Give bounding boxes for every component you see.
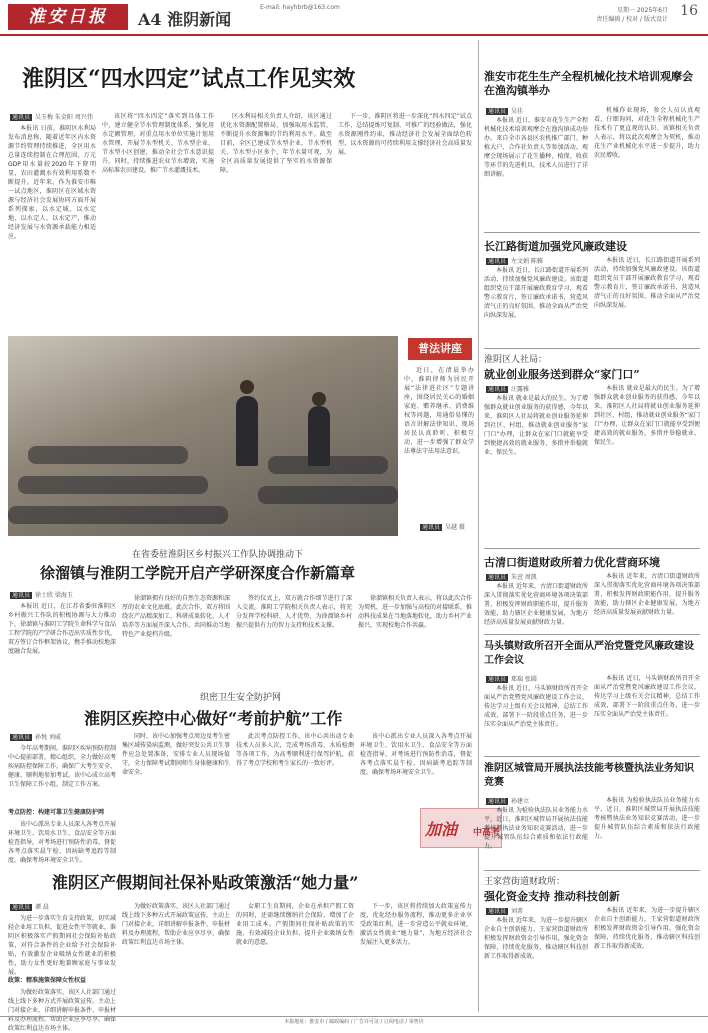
byline-names: 孙悦 刘威 bbox=[35, 734, 61, 741]
disease-text-2: 同时，该中心加强考点周边及考生密集区域传染病监测，做好突发公共卫生事件应急处置准备，安排专业人员现场值守，全力保障考试期间师生身体健康和生命安全。 bbox=[122, 733, 231, 776]
right-story1-col1 bbox=[484, 116, 588, 226]
right-story5-text2: 本报讯 近日，马头镇财政所召开全面从严治党暨党风廉政建设工作会议，传达学习上级有关会议精神，总结工作成效，部署下一阶段重点任务，进一步压实全面从严治党主体责任。 bbox=[594, 675, 700, 718]
bottom-text-4: 下一步，该区将持续加大政策宣传力度，优化经办服务流程，推动更多企业享受政策红利，进一步营造公平就业环境，激活女性就业“她力量”，为地方经济社会发展注入更多活力。 bbox=[360, 903, 472, 946]
mid-text-3: 签约仪式上，双方就合作细节进行了深入交流。淮阴工学院相关负责人表示，将充分发挥学校科研、人才优势，为徐溜镇乡村振兴提供有力的智力支持和技术支撑。 bbox=[236, 595, 352, 629]
right-story1-headline: 淮安市花生生产全程机械化技术培训观摩会在渔沟镇举办 bbox=[484, 70, 693, 97]
byline-tag: 通讯员 bbox=[422, 524, 441, 531]
right-story6-text: 本报讯 为检验执法队员业务能力水平，近日，淮阴区城管局开展执法技能考核暨执法业务知识竞赛活动，进一步提升城管队伍综合素质和依法行政能力。 bbox=[484, 807, 588, 850]
column-divider bbox=[478, 40, 479, 1012]
exam-text: 中高考 bbox=[473, 828, 501, 838]
newspaper-logo: 淮安日报 bbox=[8, 4, 128, 30]
divider bbox=[484, 232, 700, 233]
byline-names: 郑瑞 张圆 bbox=[511, 676, 537, 683]
photo-caption-text: 近日，在清晨举办中，淮阴律师为居民开展“法律进社区”专题讲座，围绕居民关心的婚姻家庭、赡养继承、消费维权等问题，用通俗易懂的语言讲解法律知识，现场居民认真聆听、积极互动，进一步增强了群众学法尊法守法用法意识。 bbox=[404, 367, 474, 455]
mid-column-3 bbox=[236, 594, 352, 686]
byline-tag: 通讯员 bbox=[488, 258, 507, 265]
bottom-subhead: 政策：精准施策保障女性权益 bbox=[8, 977, 87, 984]
mid-byline bbox=[10, 590, 73, 599]
right-story4-byline bbox=[486, 572, 537, 581]
photo-caption bbox=[404, 366, 474, 516]
mid-text-2: 徐溜镇拥有良好的自然生态资源和深厚的农业文化底蕴。此次合作，双方将围绕农产品精深加工、科研成果转化、人才培养等方面展开深入合作，共同推动当地特色产业提档升级。 bbox=[122, 595, 231, 638]
disease-kicker: 织密卫生安全防护网 bbox=[200, 693, 282, 703]
lead-headline: 淮阴区“四水四定”试点工作见实效 bbox=[22, 66, 356, 92]
right-story7-col1 bbox=[484, 916, 588, 1014]
mid-text-1: 本报讯 近日，在江苏省委驻淮阴区乡村振兴工作队的积极协调与大力推动下，徐溜镇与淮阴工学院生命科学与食品工程学院的产学研合作迈出实质性步伐，双方签订合作框架协议，携手推动校地深度融合发展。 bbox=[8, 603, 117, 655]
mid-column-4 bbox=[358, 594, 472, 686]
right-story3-col1 bbox=[484, 394, 588, 544]
masthead-editors: 责任编辑 / 校对 / 版式设计 bbox=[596, 16, 668, 23]
right-story7-byline bbox=[486, 906, 523, 915]
right-story5-byline bbox=[486, 674, 537, 683]
bottom-text-2: 为做好政策落实，该区人社部门通过线上线下多种方式开展政策宣传，主动上门对接企业，详细讲解申报条件、申报材料及办理流程，帮助企业应享尽享，确保政策红利直达市场主体。 bbox=[122, 903, 231, 946]
right-story3-headline: 就业创业服务送到群众“家门口” bbox=[484, 368, 640, 381]
right-story7-text2: 本报讯 近年来，为进一步提升辖区企业自主创新能力，王家营街道财政所积极发挥财政资金引导作用，强化资金保障，持续优化服务，推动辖区科技创新工作取得新成效。 bbox=[594, 907, 700, 950]
right-story6-text2: 本报讯 为检验执法队员业务能力水平，近日，淮阴区城管局开展执法技能考核暨执法业务知识竞赛活动，进一步提升城管队伍综合素质和依法行政能力。 bbox=[594, 797, 700, 840]
right-story4-text: 本报讯 近年来，古清口街道财政所深入贯彻落实优化营商环境各项决策部署，积极发挥财政职能作用，提升服务效能，助力辖区企业健康发展，为地方经济高质量发展贡献财政力量。 bbox=[484, 583, 588, 626]
photo-byline bbox=[420, 522, 465, 531]
right-story2-byline bbox=[486, 256, 543, 265]
right-story5-col2 bbox=[594, 674, 700, 754]
right-story2-text2: 本报讯 近日，长江路街道开展系列活动，持续加强党风廉政建设。该街道组织党员干部开展廉政教育学习，观看警示教育片，签订廉政承诺书，营造风清气正的良好氛围，推动全面从严治党向纵深发展。 bbox=[594, 257, 700, 309]
byline-names: 吴越 摄 bbox=[445, 524, 465, 531]
feature-badge: 普法讲座 bbox=[408, 338, 472, 360]
divider bbox=[484, 348, 700, 349]
bottom-byline bbox=[10, 902, 49, 911]
right-story2-text: 本报讯 近日，长江路街道开展系列活动，持续加强党风廉政建设。该街道组织党员干部开展廉政教育学习，观看警示教育片，签订廉政承诺书，营造风清气正的良好氛围，推动全面从严治党向纵深发展。 bbox=[484, 267, 588, 319]
disease-column-1b bbox=[8, 820, 117, 864]
lead-text-3: 区水利局相关负责人介绍，该区通过优化水资源配置格局、加强取用水监管，不断提升水资源集约节约利用水平。截至目前，全区已建成节水型企业、节水型机关、节水型小区多个，年节水量可观，为全区高质量发展提供了坚实的水资源保障。 bbox=[220, 113, 332, 174]
disease-text-4: 该中心派出专业人员深入各考点开展环境卫生、饮用水卫生、食品安全等方面检查指导，对考场进行预防性消毒，督促各考点落实晨午检、因病缺考追踪等制度，确保考场环境安全卫生。 bbox=[360, 733, 472, 776]
disease-subhead: 考点防控：构建可靠卫生健康防护网 bbox=[8, 809, 105, 816]
byline-names: 左文娟 陈雅 bbox=[511, 258, 543, 265]
lead-column-4 bbox=[338, 112, 472, 330]
byline-tag: 通讯员 bbox=[12, 904, 31, 911]
byline-tag: 通讯员 bbox=[488, 676, 507, 683]
byline-names: 徐士欣 梁海玉 bbox=[35, 592, 73, 599]
disease-text-3: 此次考点防控工作，该中心共出动专业技术人员多人次，完成考场消毒、水质检测等各项工作，为高考顺利进行保驾护航，获得了考点学校和考生家长的一致好评。 bbox=[236, 733, 354, 767]
divider bbox=[484, 756, 700, 757]
mid-headline: 徐溜镇与淮阴工学院开启产学研深度合作新篇章 bbox=[40, 564, 356, 582]
byline-tag: 通讯员 bbox=[488, 386, 507, 393]
lead-text-2: 该区将“四水四定”落实到具体工作中，建立健全节水管理制度体系，强化用水定额管理，对重点用水单位实施计划用水管理，开展节水型机关、节水型企业、节水型小区创建，推动全社会节水意识提升。同时，持续推进农业节水增效，实施高标准农田建设，推广节水灌溉技术。 bbox=[102, 113, 214, 174]
right-story6-headline: 淮阴区城管局开展执法技能考核暨执法业务知识竞赛 bbox=[484, 763, 694, 788]
masthead bbox=[0, 0, 708, 36]
mid-column-2 bbox=[122, 594, 230, 686]
divider bbox=[484, 548, 700, 549]
right-story2-col1 bbox=[484, 266, 588, 344]
byline-names: 朱萱 周凯 bbox=[511, 574, 537, 581]
right-story1-text2: 机械作业现场，参会人员认真观看、仔细询问，对花生全程机械化生产技术有了更直观的认识。该镇相关负责人表示，将以此次观摩会为契机，推动花生产业机械化水平进一步提升，助力农民增收。 bbox=[594, 107, 700, 159]
right-story4-headline: 古清口街道财政所着力优化营商环境 bbox=[484, 556, 660, 569]
bottom-headline: 淮阴区产假期间社保补贴政策激活“她力量” bbox=[52, 873, 359, 892]
byline-tag: 通讯员 bbox=[12, 734, 31, 741]
masthead-email: E-mail: hayhbrb@163.com bbox=[260, 4, 340, 11]
disease-column-2 bbox=[122, 732, 230, 860]
right-story3-col2 bbox=[594, 384, 700, 544]
right-story7-text: 本报讯 近年来，为进一步提升辖区企业自主创新能力，王家营街道财政所积极发挥财政资金引导作用，强化资金保障，持续优化服务，推动辖区科技创新工作取得新成效。 bbox=[484, 917, 588, 960]
right-story2-col2 bbox=[594, 256, 700, 344]
disease-column-1 bbox=[8, 744, 116, 806]
byline-names: 吴佳 bbox=[511, 108, 524, 115]
lead-byline bbox=[10, 112, 93, 121]
disease-column-3 bbox=[236, 732, 354, 860]
right-story6-col1 bbox=[484, 806, 588, 866]
mid-kicker: 在省委驻淮阴区乡村振兴工作队协调推动下 bbox=[132, 550, 304, 560]
right-story7-col2 bbox=[594, 906, 700, 1014]
page-footer: 本报地址：淮安市 / 邮政编码 / 广告许可证 / 订阅电话 / 零售价 bbox=[0, 1016, 708, 1027]
right-story6-col2 bbox=[594, 796, 700, 866]
byline-tag: 通讯员 bbox=[488, 108, 507, 115]
right-story4-text2: 本报讯 近年来，古清口街道财政所深入贯彻落实优化营商环境各项决策部署，积极发挥财政职能作用，提升服务效能，助力辖区企业健康发展，为地方经济高质量发展贡献财政力量。 bbox=[594, 573, 700, 616]
masthead-meta bbox=[596, 6, 668, 24]
bottom-column-1 bbox=[8, 914, 116, 974]
bottom-column-2 bbox=[122, 902, 230, 1014]
right-story7-headline: 强化资金支持 推动科技创新 bbox=[484, 890, 620, 903]
byline-names: 汪露雅 bbox=[511, 386, 530, 393]
bottom-text-1: 为进一步落实生育支持政策，切实减轻企业用工负担，促进女性平等就业，淮阴区积极落实产假期间社会保险补贴政策，对符合条件的企业给予社会保险补贴，有效激发企业吸纳女性就业的积极性，助力女性更好地兼顾家庭与事业发展。 bbox=[8, 915, 117, 976]
byline-tag: 通讯员 bbox=[12, 114, 31, 121]
byline-tag: 通讯员 bbox=[488, 908, 507, 915]
byline-names: 刘菁 bbox=[511, 908, 524, 915]
disease-text-1: 今年高考期间，淮阴区疾病预防控制中心提前部署，精心组织，全力做好高考疾病防控保障工作，确保广大考生安全、健康、顺利地参加考试。该中心成立高考卫生保障工作小组，制定工作方案。 bbox=[8, 745, 117, 788]
cheer-text: 加油 bbox=[425, 820, 458, 839]
lead-column-1 bbox=[8, 124, 96, 330]
lecture-photo bbox=[8, 336, 398, 536]
divider bbox=[484, 634, 700, 635]
lead-text-4: 下一步，淮阴区将进一步深化“四水四定”试点工作，总结提炼可复制、可推广的经验做法，强化水资源刚性约束，推动经济社会发展全面绿色转型，以水资源的可持续利用支撑经济社会高质量发展。 bbox=[338, 113, 472, 156]
right-story7-kicker: 王家营街道财政所： bbox=[484, 877, 566, 887]
right-story5-text: 本报讯 近日，马头镇财政所召开全面从严治党暨党风廉政建设工作会议，传达学习上级有关会议精神，总结工作成效，部署下一阶段重点任务，进一步压实全面从严治党主体责任。 bbox=[484, 685, 588, 728]
bottom-column-4 bbox=[360, 902, 472, 1014]
right-story4-col2 bbox=[594, 572, 700, 632]
byline-tag: 通讯员 bbox=[488, 574, 507, 581]
right-story1-col2 bbox=[594, 106, 700, 226]
section-title: A4 淮阴新闻 bbox=[138, 10, 232, 29]
byline-names: 孙建立 bbox=[511, 798, 530, 805]
byline-names: 吴玉梅 朱金阳 周兴伟 bbox=[35, 114, 93, 121]
right-story5-headline: 马头镇财政所召开全面从严治党暨党风廉政建设工作会议 bbox=[484, 641, 694, 666]
divider bbox=[484, 870, 700, 871]
right-story3-kicker: 淮阴区人社局： bbox=[484, 355, 548, 365]
disease-text-1b: 该中心派出专业人员深入各考点开展环境卫生、饮用水卫生、食品安全等方面检查指导，对考场进行预防性消毒，督促各考点落实晨午检、因病缺考追踪等制度，确保考场环境安全卫生。 bbox=[8, 821, 117, 864]
disease-column-4 bbox=[360, 732, 472, 802]
lead-text-1: 本报讯 日前，淮阴区水利局发布消息称，随着近年区内水资源节约管理持续推进，全区用水总量连续控制在合理范围，万元GDP用水量较2020年下降明显，农田灌溉水有效利用系数不断提升。近年来，作为淮安市唯一试点地区，淮阴区在区域水资源与经济社会发展协同方面开展系列探索，以水定城、以水定地、以水定人、以水定产，推动经济发展与水资源承载能力相适应。 bbox=[8, 125, 96, 240]
bottom-text-1b: 为做好政策落实，该区人社部门通过线上线下多种方式开展政策宣传，主动上门对接企业，详细讲解申报条件、申报材料及办理流程，帮助企业应享尽享，确保政策红利直达市场主体。 bbox=[8, 989, 117, 1032]
right-story3-byline bbox=[486, 384, 529, 393]
page-number: 16 bbox=[680, 3, 698, 19]
byline-tag: 通讯员 bbox=[488, 798, 507, 805]
lead-column-3 bbox=[220, 112, 332, 330]
right-story6-byline bbox=[486, 796, 529, 805]
bottom-column-3 bbox=[236, 902, 354, 1014]
mid-column-1 bbox=[8, 602, 116, 686]
right-story3-text: 本报讯 就业是最大的民生。为了增强群众就业创业服务的获得感，今年以来，淮阴区人社局将就业创业服务延伸到社区、村组，推动就业创业服务“家门口”办理，让群众在家门口就能享受到便捷高效的就业服务，多措并举稳就业、保民生。 bbox=[484, 395, 588, 456]
masthead-date: 星期一 2025年6月 bbox=[617, 7, 668, 14]
right-story5-col1 bbox=[484, 684, 588, 754]
mid-text-4: 徐溜镇相关负责人表示，将以此次合作为契机，进一步加强与高校的对接联系，推动科技成果在当地落地转化，助力乡村产业振兴，实现校地合作共赢。 bbox=[358, 595, 473, 629]
right-story1-byline bbox=[486, 106, 523, 115]
lead-column-2 bbox=[102, 112, 214, 330]
right-story3-text2: 本报讯 就业是最大的民生。为了增强群众就业创业服务的获得感，今年以来，淮阴区人社局将就业创业服务延伸到社区、村组，推动就业创业服务“家门口”办理，让群众在家门口就能享受到便捷高效的就业服务，多措并举稳就业、保民生。 bbox=[594, 385, 700, 446]
right-story4-col1 bbox=[484, 582, 588, 632]
bottom-text-3: 女职工生育期间，企业在承担产假工资的同时，还需继续缴纳社会保险，增加了企业用工成本。产假期间社保补贴政策的实施，有效减轻企业负担，提升企业吸纳女性就业的意愿。 bbox=[236, 903, 354, 946]
byline-names: 谭 晨 bbox=[35, 904, 49, 911]
byline-tag: 通讯员 bbox=[12, 592, 31, 599]
bottom-column-1b bbox=[8, 988, 117, 1032]
disease-byline bbox=[10, 732, 61, 741]
disease-headline: 淮阴区疾控中心做好“考前护航”工作 bbox=[84, 709, 343, 728]
right-story1-text: 本报讯 近日，淮安市花生生产全程机械化技术培训观摩会在渔沟镇成功举办。来自全市各县区农机推广部门、种植大户、合作社负责人等参加活动。观摩会现场展示了花生播种、植保、收获等环节的先进机具，技术人员进行了详细讲解。 bbox=[484, 117, 588, 178]
right-story2-headline: 长江路街道加强党风廉政建设 bbox=[484, 240, 627, 253]
